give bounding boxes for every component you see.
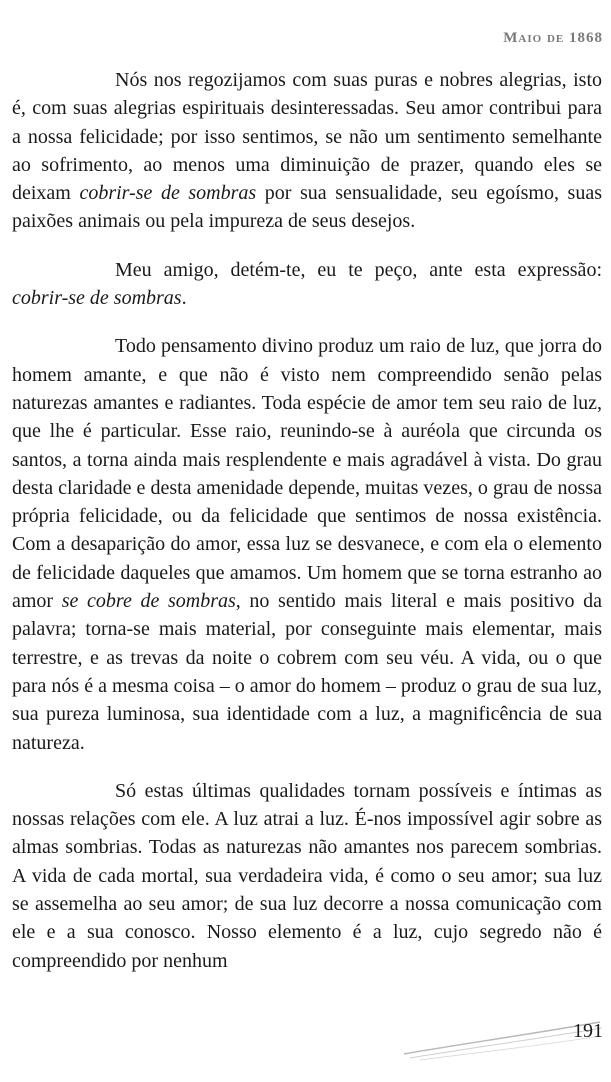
text-run: , no sentido mais literal e mais positivo da palavra; torna-se mais material, por conseguinte mais elementar, mais terrestre, e as trevas da noite o cobrem com seu véu. A vida, ou o que para nós é a mesma coisa – o amor do homem – produz o grau de sua luz, sua pureza luminosa, sua identidade com a luz, a magnificência de sua natureza. [12, 590, 603, 754]
text-run: Nós nos regozijamos com suas puras e nobres alegrias, isto é, com suas alegrias espirituais desinteressadas. Seu amor contribui para a nossa felicidade; por isso sentimos, se não um sentimento semelhante ao sofrimento, ao menos uma diminuição de prazer, quando eles se deixam [12, 69, 602, 205]
paragraph-1 [12, 66, 602, 236]
text-run: . [181, 287, 187, 310]
text-run: Todo pensamento divino produz um raio de luz, que jorra do homem amante, e que não é visto nem compreendido senão pelas naturezas amantes e radiantes. Toda espécie de amor tem seu raio de luz, que lhe é particular. Esse raio, reunindo-se à auréola que circunda os santos, a torna ainda mais resplendente e mais agradável à vista. Do grau desta claridade e desta amenidade depende, muitas vezes, o grau de nossa própria felicidade, ou da felicidade que sentimos de nossa existência. Com a desaparição do amor, essa luz se desvanece, e com ela o elemento de felicidade daqueles que amamos. Um homem que se torna estranho ao amor [12, 335, 602, 613]
paragraph-2 [12, 256, 602, 313]
text-run: por sua sensualidade, seu egoísmo, suas paixões animais ou pela impureza de seus desejos. [12, 182, 602, 233]
page-number: 191 [573, 1020, 603, 1042]
italic-run: cobrir-se de sombras [12, 287, 182, 310]
text-run: Só estas últimas qualidades tornam possíveis e íntimas as nossas relações com ele. A luz atrai a luz. É-nos impossível agir sobre as almas sombrias. Todas as naturezas não amantes nos parecem sombrias. A vida de cada mortal, sua verdadeira vida, é como o seu amor; sua luz se assemelha ao seu amor; de sua luz decorre a nossa comunicação com ele e a sua conosco. Nosso elemento é a luz, cujo segredo não é compreendido por nenhum [12, 779, 602, 972]
page-body [12, 66, 602, 995]
paragraph-4 [12, 777, 602, 975]
paragraph-3 [12, 332, 602, 756]
text-run: Meu amigo, detém-te, eu te peço, ante esta expressão: [115, 258, 602, 281]
italic-run: se cobre de sombras [61, 590, 236, 613]
italic-run: cobrir-se de sombras [79, 182, 257, 205]
running-header: Maio de 1868 [503, 30, 603, 46]
